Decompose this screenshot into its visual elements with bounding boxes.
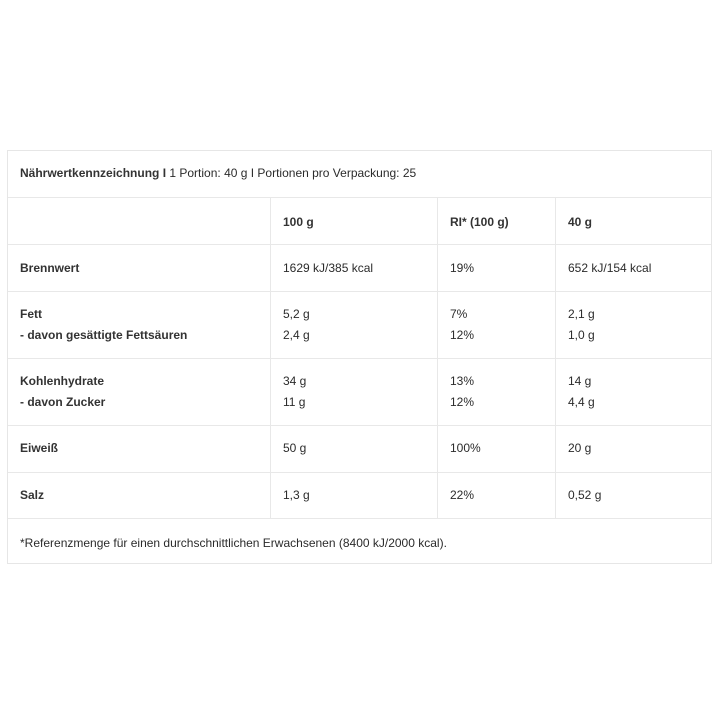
portion-cell — [555, 359, 713, 425]
title-row — [8, 151, 711, 198]
table-row — [8, 245, 711, 292]
nutrient-label: Fett — [20, 307, 42, 321]
header-cell-100g — [270, 198, 437, 244]
column-header: 40 g — [568, 215, 593, 229]
header-cell-ri — [437, 198, 555, 244]
nutrient-sublabel: - davon gesättigte Fettsäuren — [20, 328, 188, 342]
value: 22% — [450, 488, 475, 502]
per100-cell — [270, 245, 437, 291]
header-empty-cell — [8, 198, 270, 244]
nutrient-label: Kohlenhydrate — [20, 374, 105, 388]
nutrient-cell — [8, 426, 270, 472]
nutrient-label: Eiweiß — [20, 441, 59, 455]
value: 14 g — [568, 374, 592, 388]
per100-cell — [270, 473, 437, 518]
nutrient-cell — [8, 292, 270, 358]
portion-cell — [555, 245, 713, 291]
footnote: *Referenzmenge für einen durchschnittlichen Erwachsenen (8400 kJ/2000 kcal). — [20, 536, 447, 550]
title-detail: 1 Portion: 40 g I Portionen pro Verpackung: 25 — [166, 166, 417, 180]
ri-cell — [437, 359, 555, 425]
ri-cell — [437, 426, 555, 472]
value: 50 g — [283, 441, 307, 455]
header-cell-portion — [555, 198, 713, 244]
nutrient-label: Salz — [20, 488, 45, 502]
nutrient-label: Brennwert — [20, 261, 80, 275]
title-bold: Nährwertkennzeichnung I — [20, 166, 167, 180]
value: 11 g — [283, 395, 306, 409]
value: 2,4 g — [283, 328, 310, 342]
ri-cell — [437, 473, 555, 518]
column-header: RI* (100 g) — [450, 215, 509, 229]
table-row — [8, 359, 711, 426]
value: 7% — [450, 307, 468, 321]
nutrition-table — [7, 150, 712, 564]
portion-cell — [555, 473, 713, 518]
header-row — [8, 198, 711, 245]
value: 13% — [450, 374, 475, 388]
table-row — [8, 426, 711, 473]
ri-cell — [437, 292, 555, 358]
value: 100% — [450, 441, 481, 455]
nutrient-sublabel: - davon Zucker — [20, 395, 106, 409]
per100-cell — [270, 426, 437, 472]
value: 19% — [450, 261, 475, 275]
portion-cell — [555, 426, 713, 472]
value: 20 g — [568, 441, 592, 455]
value: 12% — [450, 328, 475, 342]
value: 1,0 g — [568, 328, 595, 342]
table-title — [20, 165, 416, 181]
value: 12% — [450, 395, 475, 409]
value: 1629 kJ/385 kcal — [283, 261, 374, 275]
column-header: 100 g — [283, 215, 314, 229]
value: 4,4 g — [568, 395, 595, 409]
per100-cell — [270, 359, 437, 425]
value: 652 kJ/154 kcal — [568, 261, 652, 275]
per100-cell — [270, 292, 437, 358]
portion-cell — [555, 292, 713, 358]
value: 0,52 g — [568, 488, 602, 502]
table-row — [8, 473, 711, 519]
value: 5,2 g — [283, 307, 310, 321]
nutrient-cell — [8, 473, 270, 518]
table-row — [8, 292, 711, 359]
nutrient-cell — [8, 245, 270, 291]
value: 2,1 g — [568, 307, 595, 321]
ri-cell — [437, 245, 555, 291]
nutrient-cell — [8, 359, 270, 425]
footnote-row — [8, 519, 711, 565]
value: 34 g — [283, 374, 307, 388]
value: 1,3 g — [283, 488, 310, 502]
